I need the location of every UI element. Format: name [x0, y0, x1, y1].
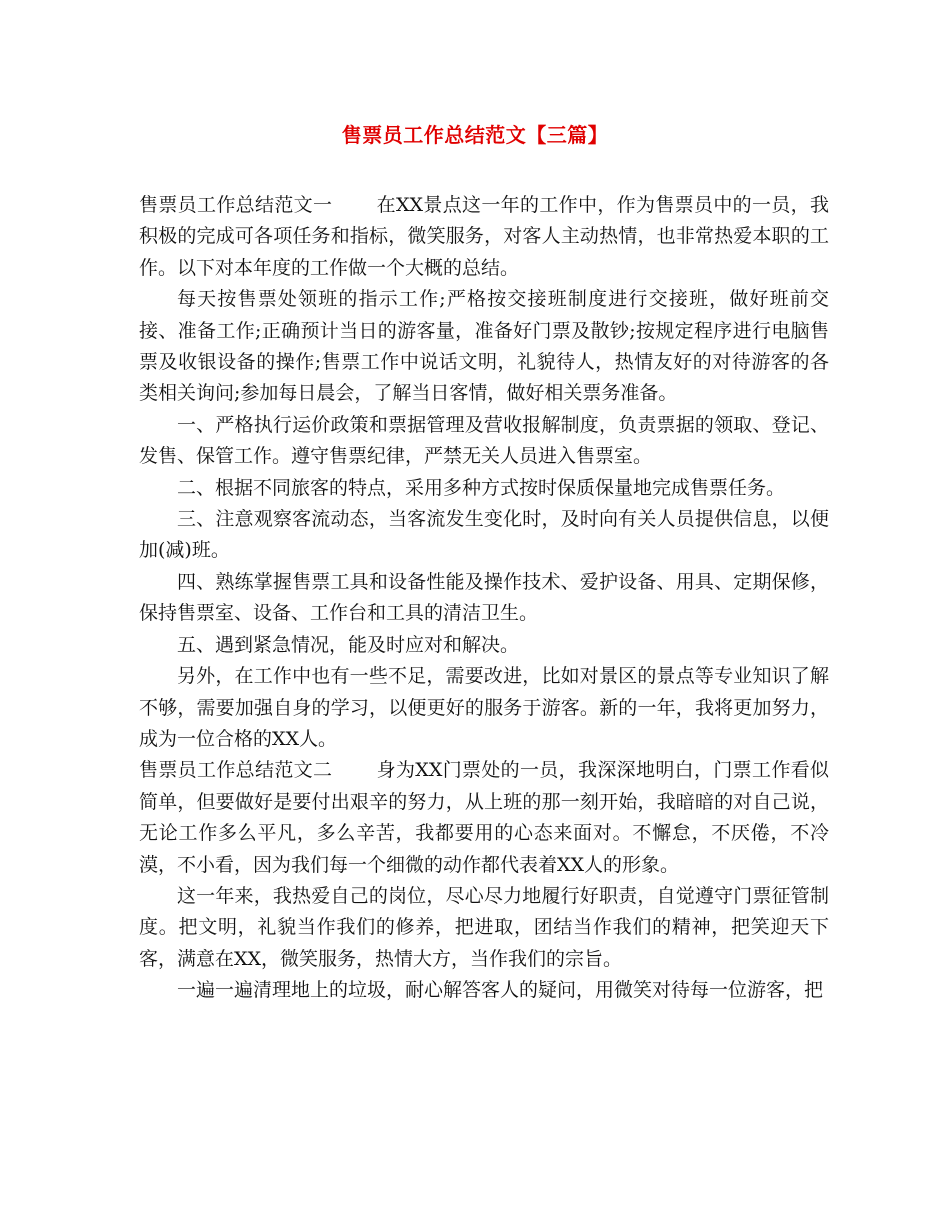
paragraph: 一、严格执行运价政策和票据管理及营收报解制度，负责票据的领取、登记、发售、保管工作。遵守售票纪律，严禁无关人员进入售票室。: [139, 413, 829, 468]
paragraph: 四、熟练掌握售票工具和设备性能及操作技术、爱护设备、用具、定期保修，保持售票室、设备、工作台和工具的清洁卫生。: [139, 570, 829, 625]
document-title: 售票员工作总结范文【三篇】: [341, 123, 609, 147]
paragraph: 五、遇到紧急情况，能及时应对和解决。: [177, 633, 520, 656]
paragraph: 三、注意观察客流动态，当客流发生变化时，及时向有关人员提供信息，以便加(减)班。: [139, 508, 829, 562]
document-body: [139, 190, 829, 1007]
paragraph: 一遍一遍清理地上的垃圾，耐心解答客人的疑问，用微笑对待每一位游客，把: [177, 979, 824, 1002]
paragraph: 二、根据不同旅客的特点，采用多种方式按时保质保量地完成售票任务。: [177, 476, 786, 499]
paragraph: 另外，在工作中也有一些不足，需要改进，比如对景区的景点等专业知识了解不够，需要加强自身的学习，以便更好的服务于游客。新的一年，我将更加努力，成为一位合格的XX人。: [139, 665, 829, 750]
paragraph: 每天按售票处领班的指示工作;严格按交接班制度进行交接班，做好班前交接、准备工作;正确预计当日的游客量，准备好门票及散钞;按规定程序进行电脑售票及收银设备的操作;售票工作中说话文明，礼貌待人，热情友好的对待游客的各类相关询问;参加每日晨会，了解当日客情，做好相关票务准备。: [139, 288, 829, 405]
section-heading: 售票员工作总结范文一: [139, 194, 333, 216]
section-heading: 售票员工作总结范文二: [139, 759, 333, 782]
section-lead-text: 身为XX门票处的一员，我深深地明白，门票工作看似简单，但要做好是要付出艰辛的努力，从上班的那一刻开始，我暗暗的对自己说，无论工作多么平凡，多么辛苦，我都要用的心态来面对。不懈怠，不厌倦，不冷漠，不小看，因为我们每一个细微的动作都代表着XX人的形象。: [139, 759, 829, 876]
section-one-intro: [139, 190, 829, 284]
section-lead-text: 在XX景点这一年的工作中，作为售票员中的一员，我积极的完成可各项任务和指标，微笑服务，对客人主动热情，也非常热爱本职的工作。以下对本年度的工作做一个大概的总结。: [139, 194, 829, 279]
section-two-intro: [139, 755, 829, 881]
paragraph: 这一年来，我热爱自己的岗位，尽心尽力地履行好职责，自觉遵守门票征管制度。把文明，礼貌当作我们的修养，把进取，团结当作我们的精神，把笑迎天下客，满意在XX，微笑服务，热情大方，当作我们的宗旨。: [139, 884, 829, 970]
